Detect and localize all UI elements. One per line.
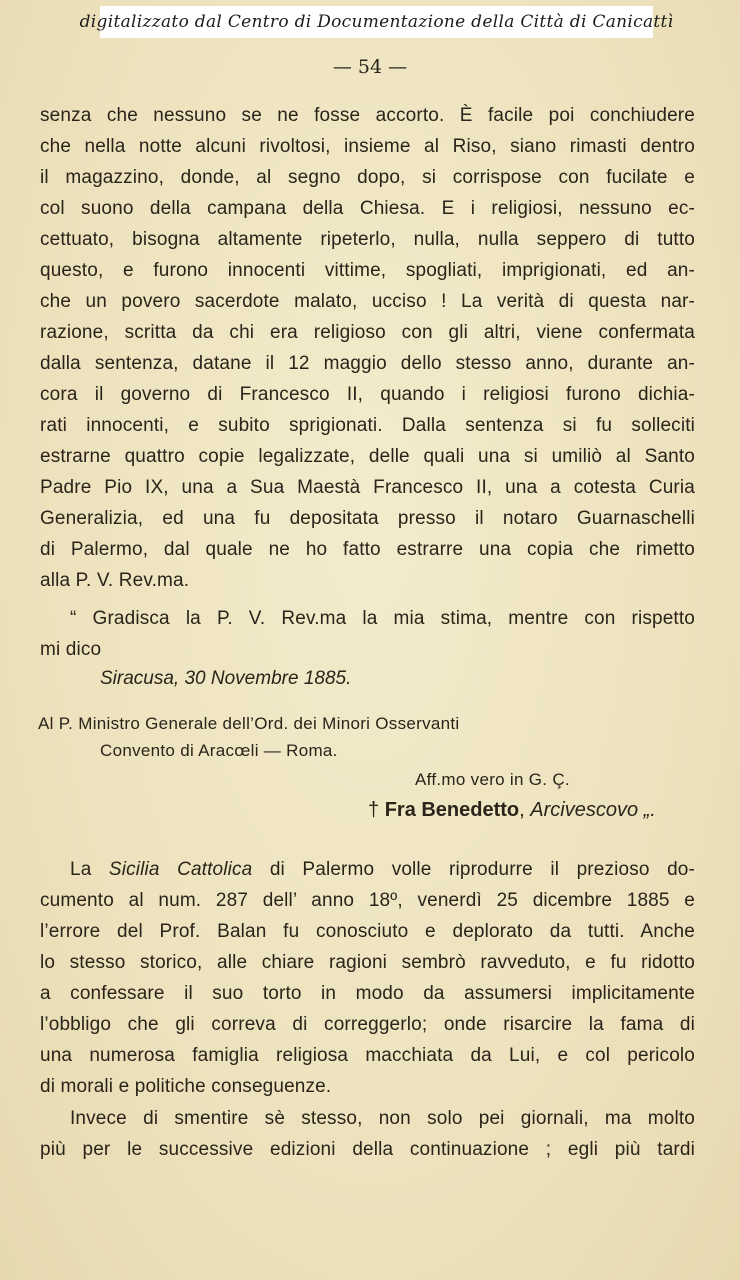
text-line: Padre Pio IX, una a Sua Maestà Francesco II, una a cotesta Curia: [40, 477, 695, 498]
signature-separator: ,: [519, 799, 531, 821]
address-line-2: Convento di Aracœli — Roma.: [100, 741, 338, 760]
text-line: mi dico: [40, 639, 102, 660]
text-line: alla P. V. Rev.ma.: [40, 570, 190, 591]
text-line: che un povero sacerdote malato, ucciso ! La verità di questa nar-: [40, 291, 695, 312]
text-line: di morali e politiche conseguenze.: [40, 1076, 332, 1097]
text-line: l’obbligo che gli correva di correggerlo; onde risarcire la fama di: [40, 1014, 695, 1035]
text-line: [40, 854, 695, 885]
text-line: il magazzino, donde, al segno dopo, si corrispose con fucilate e: [40, 167, 695, 188]
signature: [368, 799, 656, 822]
signer-name: Fra Benedetto: [384, 799, 520, 821]
text-line: estrarne quattro copie legalizzate, delle quali una si umiliò al Santo: [40, 446, 695, 467]
text-line: questo, e furono innocenti vittime, spogliati, imprigionati, ed an-: [40, 260, 695, 281]
text-line: “ Gradisca la P. V. Rev.ma la mia stima, mentre con rispetto: [70, 608, 695, 629]
text-line: razione, scritta da chi era religioso con gli altri, viene confermata: [40, 322, 695, 343]
text-line: Generalizia, ed una fu depositata presso il notaro Guarnaschelli: [40, 508, 695, 529]
paragraph-1: [40, 100, 695, 596]
text-run: La: [70, 859, 109, 880]
closing-formula: Aff.mo vero in G. Ç.: [415, 770, 570, 789]
paragraph-2: [40, 603, 695, 665]
text-line: cumento al num. 287 dell’ anno 18º, venerdì 25 dicembre 1885 e: [40, 890, 695, 911]
dateline: Siracusa, 30 Novembre 1885.: [100, 668, 352, 689]
cross-icon: †: [368, 799, 380, 821]
text-line: di Palermo, dal quale ne ho fatto estrarre una copia che rimetto: [40, 539, 695, 560]
text-line: cora il governo di Francesco II, quando i religiosi furono dichia-: [40, 384, 695, 405]
text-line: col suono della campana della Chiesa. E i religiosi, nessuno ec-: [40, 198, 695, 219]
paragraph-4: [40, 1103, 695, 1165]
text-line: che nella notte alcuni rivoltosi, insieme al Riso, siano rimasti dentro: [40, 136, 695, 157]
digitization-banner: digitalizzato dal Centro di Documentazione della Città di Canicattì: [100, 6, 653, 38]
text-line: più per le successive edizioni della continuazione ; egli più tardi: [40, 1139, 695, 1160]
newspaper-title: Sicilia Cattolica: [108, 859, 253, 880]
text-line: l’errore del Prof. Balan fu conosciuto e deplorato da tutti. Anche: [40, 921, 695, 942]
text-line: rati innocenti, e subito sprigionati. Dalla sentenza si fu solleciti: [40, 415, 695, 436]
text-line: senza che nessuno se ne fosse accorto. È facile poi conchiudere: [40, 105, 695, 126]
text-line: Invece di smentire sè stesso, non solo pei giornali, ma molto: [70, 1108, 695, 1129]
address-line-1: Al P. Ministro Generale dell’Ord. dei Minori Osservanti: [38, 714, 460, 733]
text-line: dalla sentenza, datane il 12 maggio dello stesso anno, durante an-: [40, 353, 695, 374]
signer-title: Arcivescovo „.: [530, 799, 656, 821]
text-line: lo stesso storico, alle chiare ragioni sembrò ravveduto, e fu ridotto: [40, 952, 695, 973]
text-run: di Palermo volle riprodurre il prezioso do-: [252, 859, 695, 880]
page-number: — 54 —: [332, 56, 408, 78]
text-line: una numerosa famiglia religiosa macchiata da Lui, e col pericolo: [40, 1045, 695, 1066]
paragraph-3: [40, 854, 695, 1102]
text-line: a confessare il suo torto in modo da assumersi implicitamente: [40, 983, 695, 1004]
text-line: cettuato, bisogna altamente ripeterlo, nulla, nulla seppero di tutto: [40, 229, 695, 250]
